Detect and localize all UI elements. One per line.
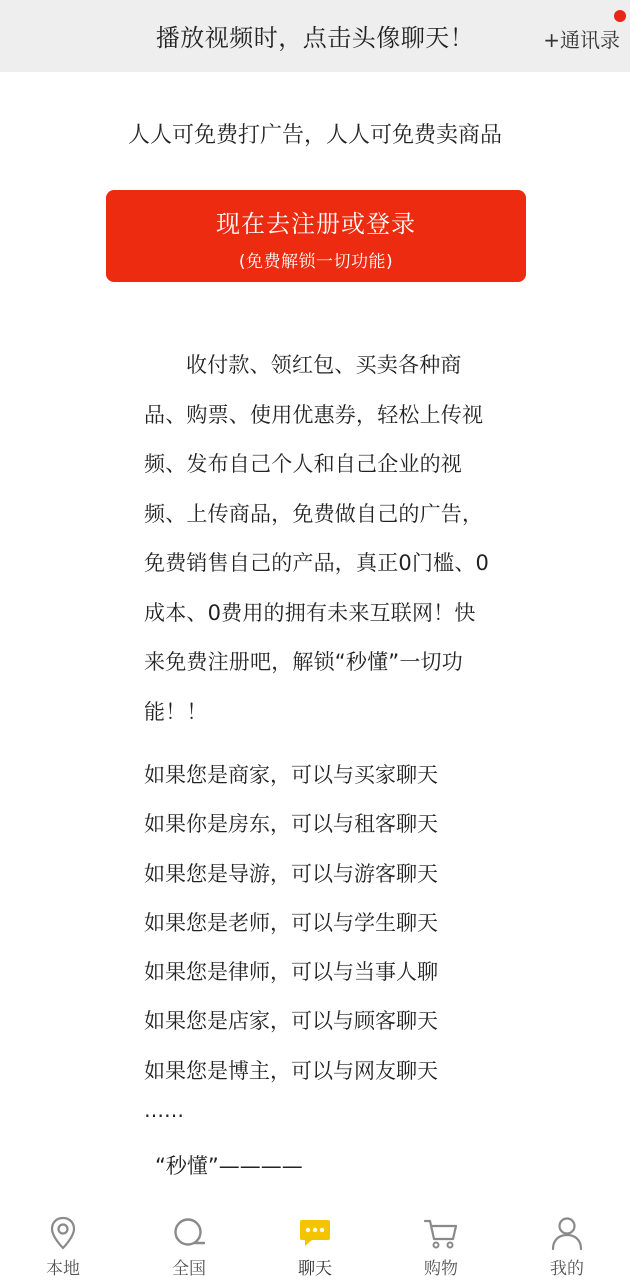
contacts-button[interactable]: +通讯录: [543, 28, 620, 52]
role-item: 如果您是博主，可以与网友聊天: [144, 1058, 438, 1083]
role-item: 如果你是房东，可以与租客聊天: [144, 812, 438, 837]
tab-label: 本地: [46, 1259, 80, 1279]
ellipsis-text: ……: [144, 1098, 184, 1122]
chat-bubble-icon: [296, 1214, 334, 1252]
top-bar: [0, 0, 630, 72]
notification-badge-dot: [614, 10, 626, 22]
tab-chat[interactable]: [252, 1196, 378, 1280]
location-pin-icon: [44, 1214, 82, 1252]
role-item: 如果您是老师，可以与学生聊天: [144, 910, 438, 935]
tab-shopping[interactable]: [378, 1196, 504, 1280]
tab-label: 全国: [172, 1259, 206, 1279]
tab-label: 聊天: [298, 1259, 332, 1279]
tab-local[interactable]: [0, 1196, 126, 1280]
role-item: 如果您是店家，可以与顾客聊天: [144, 1009, 438, 1034]
signature-text: “秒懂”————: [155, 1154, 303, 1178]
shopping-cart-icon: [422, 1214, 460, 1252]
tab-label: 我的: [550, 1259, 584, 1279]
tab-mine[interactable]: [504, 1196, 630, 1280]
intro-paragraph: 收付款、领红包、买卖各种商品、购票、使用优惠券，轻松上传视频、发布自己个人和自己企业的视频、上传商品，免费做自己的广告，免费销售自己的产品，真正0门槛、0成本、0费用的拥有未来互联网！快来免费注册吧，解锁“秒懂”一切功能！！: [144, 353, 490, 724]
register-login-label: 现在去注册或登录: [216, 210, 416, 238]
promo-text: 人人可免费打广告，人人可免费卖商品: [127, 123, 502, 148]
search-globe-icon: [170, 1214, 208, 1252]
role-item: 如果您是律师，可以与当事人聊: [144, 960, 438, 985]
role-item: 如果您是导游，可以与游客聊天: [144, 861, 438, 886]
register-login-button[interactable]: [106, 190, 526, 282]
role-list: [144, 751, 544, 1096]
role-item: 如果您是商家，可以与买家聊天: [144, 763, 438, 787]
bottom-tab-bar: [0, 1196, 630, 1280]
tab-label: 购物: [424, 1259, 458, 1279]
tab-national[interactable]: [126, 1196, 252, 1280]
page-title: 播放视频时，点击头像聊天！: [155, 24, 475, 52]
register-login-sublabel: (免费解锁一切功能): [238, 252, 394, 272]
person-icon: [548, 1214, 586, 1252]
